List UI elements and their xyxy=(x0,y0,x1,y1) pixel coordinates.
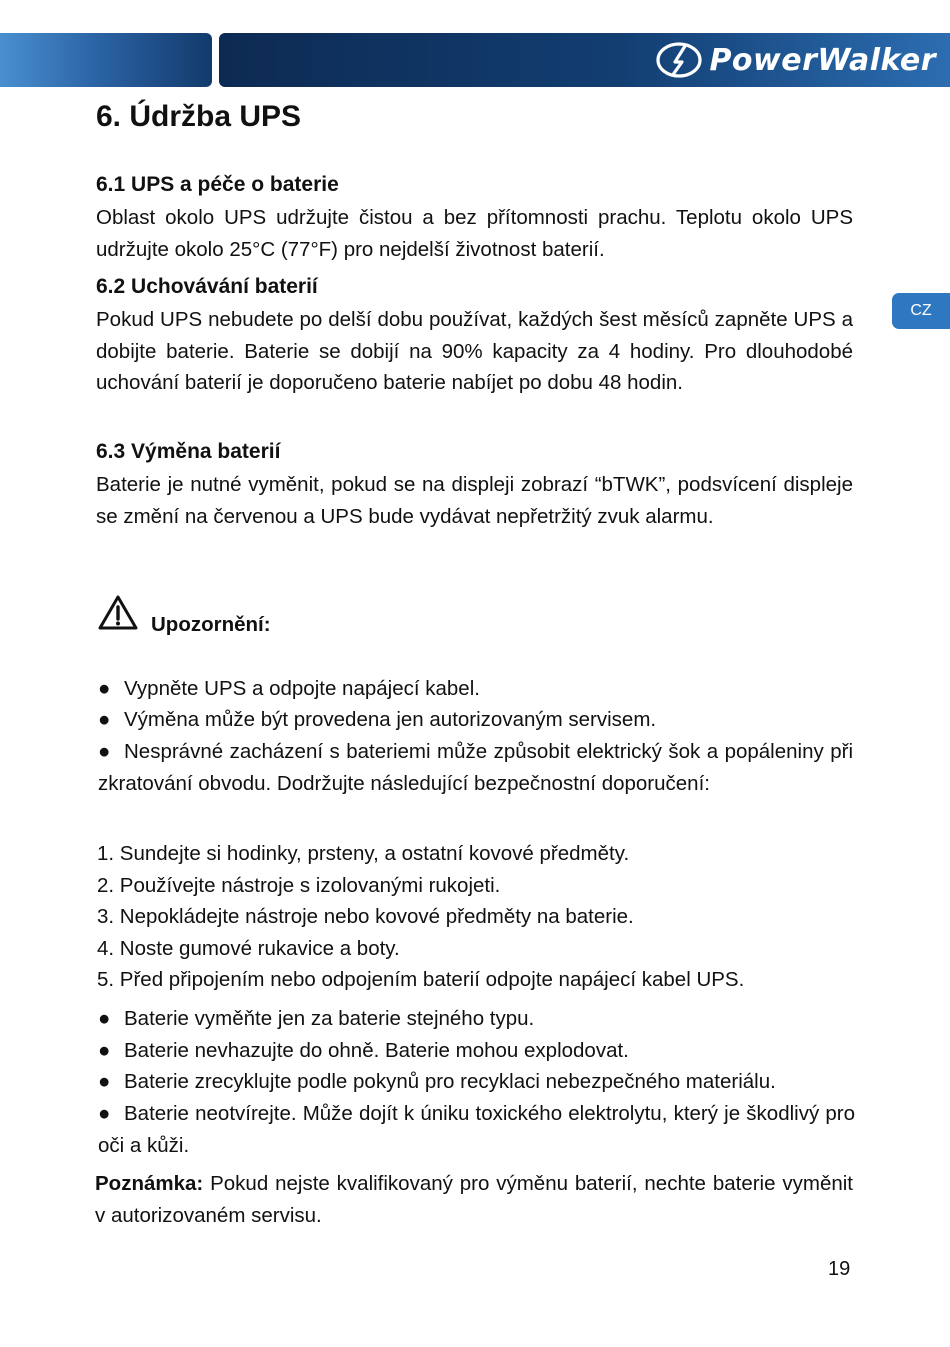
step-4: 4. Noste gumové rukavice a boty. xyxy=(97,937,400,960)
section-body-6-3: Baterie je nutné vyměnit, pokud se na displeji zobrazí “bTWK”, podsvícení displeje se změní na červenou a UPS bude vydávat nepřetržitý zvuk alarmu. xyxy=(96,473,853,528)
bullet-symbol: ● xyxy=(98,677,111,700)
note-text: Pokud nejste kvalifikovaný pro výměnu baterií, nechte baterie vyměnit v autorizovaném servisu. xyxy=(95,1172,853,1227)
language-tab-cz xyxy=(892,293,950,329)
warning-triangle-icon xyxy=(97,594,139,632)
bullet-symbol: ● xyxy=(98,1007,111,1030)
step-5: 5. Před připojením nebo odpojením baterií odpojte napájecí kabel UPS. xyxy=(97,968,745,991)
note-label: Poznámka: xyxy=(95,1172,204,1195)
step-1: 1. Sundejte si hodinky, prsteny, a ostatní kovové předměty. xyxy=(97,842,630,865)
page-number: 19 xyxy=(828,1258,851,1280)
section-heading-6-1: 6.1 UPS a péče o baterie xyxy=(96,173,339,196)
language-tab-label: CZ xyxy=(910,302,932,319)
warning-bullet-text: Nesprávné zacházení s bateriemi může způsobit elektrický šok a popáleniny při zkratování obvodu. Dodržujte následující bezpečnostní doporučení: xyxy=(98,740,853,795)
warning-bullet-3 xyxy=(98,736,853,799)
logo-text: PowerWalker xyxy=(709,42,936,78)
step-3: 3. Nepokládejte nástroje nebo kovové předměty na baterie. xyxy=(97,905,634,928)
section-heading-6-2: 6.2 Uchovávání baterií xyxy=(96,275,318,298)
warning-bullet-text: Baterie zrecyklujte podle pokynů pro recyklaci nebezpečného materiálu. xyxy=(124,1070,776,1093)
step-2: 2. Používejte nástroje s izolovanými rukojeti. xyxy=(97,874,501,897)
section-body-6-1: Oblast okolo UPS udržujte čistou a bez přítomnosti prachu. Teplotu okolo UPS udržujte okolo 25°C (77°F) pro nejdelší životnost baterií. xyxy=(96,206,853,261)
section-body-6-2: Pokud UPS nebudete po delší dobu používat, každých šest měsíců zapněte UPS a dobijte baterie. Baterie se dobijí na 90% kapacity za 4 hodiny. Pro dlouhodobé uchování baterií je doporučeno baterie nabíjet po dobu 48 hodin. xyxy=(96,308,853,394)
bullet-symbol: ● xyxy=(98,1102,111,1125)
warning-bullet-6 xyxy=(98,1066,855,1098)
warning-bullet-2 xyxy=(98,704,855,736)
bullet-symbol: ● xyxy=(98,708,111,731)
warning-bullet-text: Baterie nevhazujte do ohně. Baterie mohou explodovat. xyxy=(124,1039,629,1062)
warning-bullet-text: Vypněte UPS a odpojte napájecí kabel. xyxy=(124,677,480,700)
warning-label: Upozornění: xyxy=(151,613,271,636)
warning-bullet-7 xyxy=(98,1098,855,1161)
bullet-symbol: ● xyxy=(98,1039,111,1062)
warning-bullet-5 xyxy=(98,1035,855,1067)
bullet-symbol: ● xyxy=(98,740,111,763)
warning-bullet-4 xyxy=(98,1003,855,1035)
warning-bullet-1 xyxy=(98,673,855,705)
warning-bullet-text: Baterie vyměňte jen za baterie stejného typu. xyxy=(124,1007,535,1030)
warning-bullet-text: Baterie neotvírejte. Může dojít k úniku toxického elektrolytu, který je škodlivý pro oči a kůži. xyxy=(98,1102,855,1157)
warning-bullet-text: Výměna může být provedena jen autorizovaným servisem. xyxy=(124,708,657,731)
section-heading-6-3: 6.3 Výměna baterií xyxy=(96,440,281,463)
powerwalker-logo xyxy=(655,38,936,82)
page-title: 6. Údržba UPS xyxy=(96,100,302,133)
logo-mark-icon xyxy=(655,40,703,80)
note-paragraph xyxy=(95,1168,853,1231)
bullet-symbol: ● xyxy=(98,1070,111,1093)
header-bar-left xyxy=(0,33,212,87)
